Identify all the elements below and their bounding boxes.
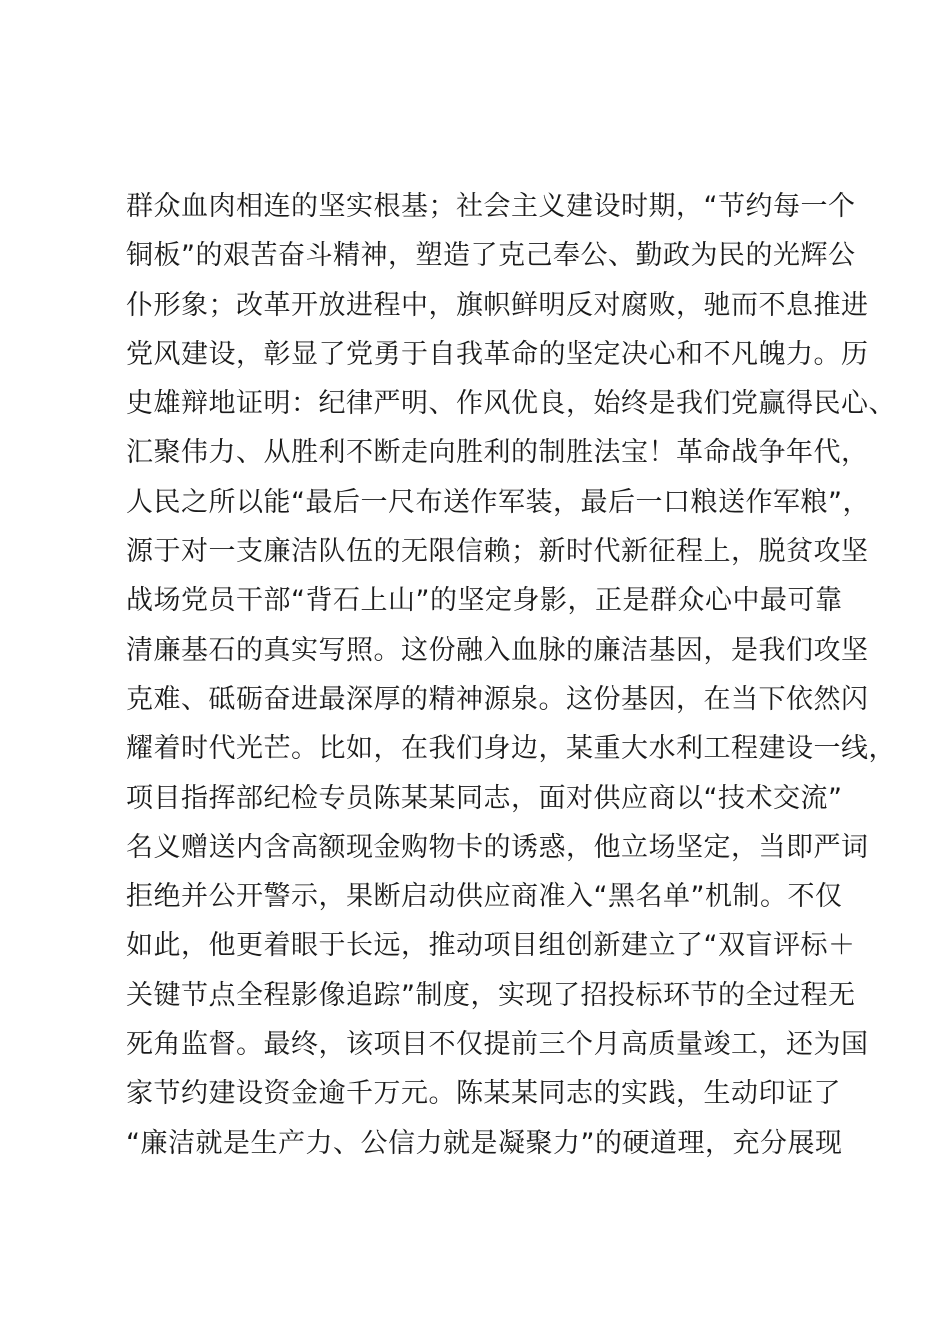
text-line: 家节约建设资金逾千万元。陈某某同志的实践，生动印证了 bbox=[126, 1078, 841, 1110]
text-line: 汇聚伟力、从胜利不断走向胜利的制胜法宝！革命战争年代， bbox=[126, 437, 869, 469]
text-line: 群众血肉相连的坚实根基；社会主义建设时期，“节约每一个 bbox=[126, 191, 856, 222]
text-line: 死角监督。最终，该项目不仅提前三个月高质量竣工，还为国 bbox=[126, 1029, 869, 1061]
text-line: 拒绝并公开警示，果断启动供应商准入“黑名单”机制。不仅 bbox=[126, 881, 843, 913]
text-line: 仆形象；改革开放进程中，旗帜鲜明反对腐败，驰而不息推进 bbox=[126, 289, 869, 321]
text-line: 克难、砥砺奋进最深厚的精神源泉。这份基因，在当下依然闪 bbox=[126, 683, 869, 715]
text-line: 人民之所以能“最后一尺布送作军装，最后一口粮送作军粮”， bbox=[126, 486, 870, 518]
text-line: “廉洁就是生产力、公信力就是凝聚力”的硬道理，充分展现 bbox=[126, 1127, 843, 1159]
text-line: 项目指挥部纪检专员陈某某同志，面对供应商以“技术交流” bbox=[126, 782, 843, 814]
text-line: 铜板”的艰苦奋斗精神，塑造了克己奉公、勤政为民的光辉公 bbox=[126, 240, 856, 272]
text-line: 史雄辩地证明：纪律严明、作风优良，始终是我们党赢得民心、 bbox=[126, 388, 896, 420]
text-line: 名义赠送内含高额现金购物卡的诱惑，他立场坚定，当即严词 bbox=[126, 831, 869, 863]
text-line: 党风建设，彰显了党勇于自我革命的坚定决心和不凡魄力。历 bbox=[126, 338, 869, 370]
text-line: 战场党员干部“背石上山”的坚定身影，正是群众心中最可靠 bbox=[126, 585, 843, 617]
text-line: 耀着时代光芒。比如，在我们身边，某重大水利工程建设一线， bbox=[126, 733, 896, 765]
text-line: 源于对一支廉洁队伍的无限信赖；新时代新征程上，脱贫攻坚 bbox=[126, 536, 869, 568]
body-paragraph bbox=[126, 182, 896, 1168]
text-line: 清廉基石的真实写照。这份融入血脉的廉洁基因，是我们攻坚 bbox=[126, 634, 869, 666]
text-line: 如此，他更着眼于长远，推动项目组创新建立了“双盲评标＋ bbox=[126, 930, 856, 962]
text-line: 关键节点全程影像追踪”制度，实现了招投标环节的全过程无 bbox=[126, 979, 856, 1011]
